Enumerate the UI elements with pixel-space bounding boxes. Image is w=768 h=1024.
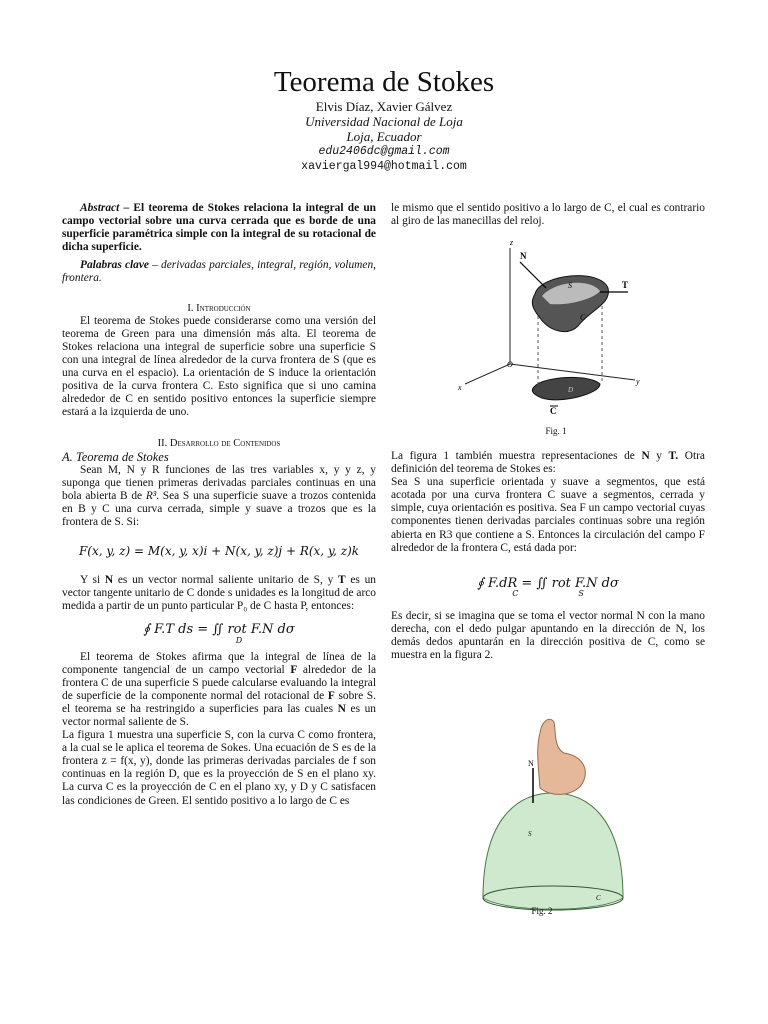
equation-2-block: [62, 623, 376, 644]
r2-text-a: La figura 1 también muestra representaciones de: [391, 450, 642, 462]
equation-1: F(x, y, z) = M(x, y, x)i + N(x, y, z)j + R(x, y, z)k: [78, 544, 360, 559]
authors: Elvis Díaz, Xavier Gálvez: [315, 99, 453, 114]
hand-thumbs-up: [538, 719, 586, 794]
p1-r3: R³: [145, 489, 157, 502]
email-2: xaviergal994@hotmail.com: [301, 160, 467, 173]
r2-n: N: [641, 450, 650, 462]
eq3-sub-s: S: [578, 588, 584, 598]
label-z: z: [510, 238, 514, 247]
equation-2-subscript: D: [235, 635, 243, 645]
equation-2: ∮ F.T ds = ∬ rot F.N dσ: [143, 622, 295, 638]
equation-3-block: [391, 577, 705, 598]
abstract: Abstract – El teorema de Stokes relaciona la integral de un campo vectorial sobre una curva cerrada que es borde de una superficie paramétrica simple con la integral de su rotacional de dicha superficie.: [62, 202, 377, 254]
eq3-sub-c: C: [512, 588, 519, 598]
label-s: S: [568, 281, 572, 290]
email-1: edu2406dc@gmail.com: [318, 145, 450, 158]
figure-1-surface-diagram: [450, 236, 650, 436]
label-y: y: [636, 377, 640, 386]
normal-vector-n: [520, 262, 546, 288]
r2-text-c: Otra definición del teorema de Stokes es:: [391, 450, 705, 476]
hemisphere-surface: [483, 793, 623, 909]
location: Loja, Ecuador: [346, 129, 422, 144]
label-d: D: [568, 386, 574, 394]
keywords-text: derivadas parciales, integral, región, volumen, frontera.: [62, 259, 376, 285]
abstract-text: El teorema de Stokes relaciona la integral de un campo vectorial sobre una curva cerrada que es borde de una superficie paramétrica simple con la integral de su rotacional de dicha superficie.: [62, 202, 377, 254]
right-paragraph-3: Sea S una superficie orientada y suave a segmentos, que está acotada por una curva frontera C suave a segmentos, cerrada y simple, cuya orientación es positiva. Sea F un campo vectorial cuyas componentes tienen derivadas parciales continuas sobre una región abierta en R3 que contiene a S. Entonces la circulación del campo F alrededor de la frontera C, está dada por:: [391, 476, 705, 554]
p3-n: N: [337, 702, 346, 715]
paper-title: Teorema de Stokes: [273, 66, 495, 98]
development-heading: II. Desarrollo de Contenidos: [157, 438, 281, 450]
intro-paragraph: El teorema de Stokes puede considerarse como una versión del teorema de Green para una dimensión más alta. El teorema de Stokes relaciona una integral de superficie sobre una superficie S con una integral de línea alrededor de la curva frontera de S (que es una curva en el espacio). La orientación de S induce la orientación positiva de la curva frontera C. Esto significa que si uno camina alrededor de C en sentido positivo entonces la superficie siempre estará a la izquierda de uno.: [62, 314, 376, 419]
fig2-label-s: S: [528, 830, 532, 838]
p2-text-b: es un vector normal saliente unitario de S, y: [113, 574, 339, 587]
fig2-label-n: N: [528, 759, 534, 768]
p1-text-a: Sean M, N y R funciones de las tres variables x, y y z, y suponga que tienen primeras derivadas parciales continuas en una bola abierta B de: [62, 463, 376, 502]
affiliation: Universidad Nacional de Loja: [305, 114, 463, 129]
right-column-lower: [391, 450, 705, 662]
right-column: [391, 202, 705, 228]
figure-2-right-hand-rule: [478, 708, 628, 918]
right-paragraph-1: le mismo que el sentido positivo a lo largo de C, el cual es contrario al giro de las manecillas del reloj.: [391, 202, 705, 228]
paragraph-2: [62, 574, 376, 613]
label-t: T: [622, 280, 629, 290]
figure-1-caption: Fig. 1: [545, 426, 567, 436]
author-block: [0, 99, 768, 174]
p1-text-b: . Sea S una superficie suave a trozos contenida en B y C una curva cerrada, simple y suave a trozos que es la frontera de S. Si:: [62, 489, 376, 528]
p2-text-c: es un vector tangente unitario de C donde s unidades es la longitud de arco medida a partir de un punto particular P₀ de C hasta P, entonces:: [62, 574, 376, 613]
keywords: Palabras clave – derivadas parciales, integral, región, volumen, frontera.: [62, 259, 376, 285]
paragraph-4: La figura 1 muestra una superficie S, con la curva C como frontera, a la cual se le aplica el teorema de Sokes. Una ecuación de S es de la frontera z = f(x, y), donde las primeras derivadas parciales de f son continuas en la región D, que es la proyección de S en el plano xy. La curva C es la proyección de C en el plano xy, y D y C satisfacen las condiciones de Green. El sentido positivo a lo largo de C es: [62, 729, 376, 807]
subsection-a-heading: A. Teorema de Stokes: [62, 449, 169, 464]
r2-text-b: y: [649, 450, 669, 462]
right-paragraph-4: Es decir, si se imagina que se toma el vector normal N con la mano derecha, con el dedo pulgar apuntando en la dirección de N, los demás dedos apuntarán en la dirección positiva de C, como se muestra en la figura 2.: [391, 609, 705, 662]
p2-t: T: [338, 574, 346, 587]
p3-text-d: es un vector normal saliente de S.: [62, 702, 376, 728]
intro-heading: I. Introducción: [187, 302, 251, 314]
p3-text-a: El teorema de Stokes afirma que la integral de línea de la componente tangencial de un campo vectorial: [62, 650, 376, 676]
abstract-label: Abstract: [80, 202, 120, 214]
p2-n: N: [104, 574, 114, 587]
label-n: N: [520, 251, 527, 261]
p3-text-b: alrededor de la frontera C de una superficie S puede calcularse evaluando la integral de superficie de la componente normal del rotacional de: [62, 663, 376, 702]
p3-f2: F: [327, 689, 335, 702]
region-d: [532, 377, 600, 399]
p2-text-a: Y si: [80, 574, 105, 587]
figure-2-caption: Fig. 2: [531, 906, 553, 916]
right-paragraph-2: [391, 450, 705, 476]
p3-f: F: [290, 663, 298, 676]
x-axis: [465, 364, 510, 384]
fig2-label-c: C: [596, 894, 601, 902]
r2-t: T.: [668, 450, 679, 462]
left-column: [62, 202, 376, 808]
label-x: x: [458, 383, 462, 392]
paragraph-3: [62, 651, 376, 730]
paragraph-1: [62, 464, 376, 529]
equation-3: ∮ F.dR = ∬ rot F.N dσ: [477, 575, 619, 591]
equation-3-subscripts: [391, 590, 705, 598]
label-c: C: [580, 313, 586, 322]
p3-text-c: sobre S. el teorema se ha restringido a superficies para las cuales: [62, 689, 376, 715]
label-o: O: [507, 360, 513, 369]
keywords-label: Palabras clave: [80, 259, 149, 272]
label-c-bar: C: [550, 406, 557, 416]
